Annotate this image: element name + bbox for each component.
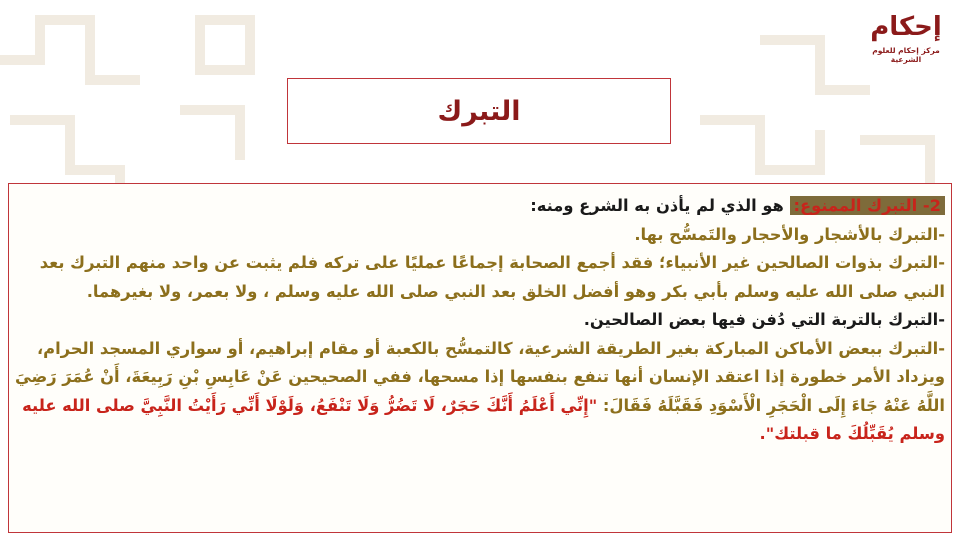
list-item-places [15, 335, 945, 449]
logo-subtitle: مركز إحكام للعلوم الشرعية [872, 46, 940, 64]
hadith-quote: "إِنِّي أَعْلَمُ أَنَّكَ حَجَرٌ، لَا تَضُرُّ وَلَا تَنْفَعُ، وَلَوْلَا أَنِّي رَأَيْتُ النَّبِيَّ صلى الله عليه وسلم يُقَبِّلُكَ ما قبلتك". [22, 395, 945, 443]
list-item-soil: -التبرك بالتربة التي دُفن فيها بعض الصالحين. [583, 310, 945, 329]
logo-mark: إحكام [870, 12, 942, 42]
list-item-trees: -التبرك بالأشجار والأحجار والتَمسُّح بها. [634, 224, 945, 244]
heading-label: 2- التبرك الممنوع: [790, 196, 946, 215]
content-box [8, 183, 952, 533]
list-item-righteous: -التبرك بذوات الصالحين غير الأنبياء؛ فقد أجمع الصحابة إجماعًا عمليًا على تركه فلم يثبت عن واحد منهم التبرك بعد النبي صلى الله عليه وسلم بأبي بكر وهو أفضل الخلق بعد النبي صلى الله عليه وسلم ، ولا بعمر، ولا بغيرهما. [39, 253, 945, 301]
slide-title-box [287, 78, 671, 144]
heading-text: هو الذي لم يأذن به الشرع ومنه: [530, 196, 790, 215]
places-intro: -التبرك ببعض الأماكن المباركة بغير الطريقة الشرعية، كالتمسُّح بالكعبة أو مقام إبراهيم، أو سواري المسجد الحرام، ويزداد الأمر خطورة إذا اعتقد الإنسان أنها تنفع بنفسها إذا مسحها، ففي الصحيحين عَنْ عَابِسِ بْنِ رَبِيعَةَ، أَنْ عُمَرَ رَضِيَ اللَّهُ عَنْهُ جَاءَ إِلَى الْحَجَرِ الْأَسْوَدِ فَقَبَّلَهُ فَقَالَ: [15, 338, 945, 415]
slide-title: التبرك [437, 95, 521, 127]
brand-logo [866, 8, 946, 70]
heading-line [15, 192, 945, 221]
